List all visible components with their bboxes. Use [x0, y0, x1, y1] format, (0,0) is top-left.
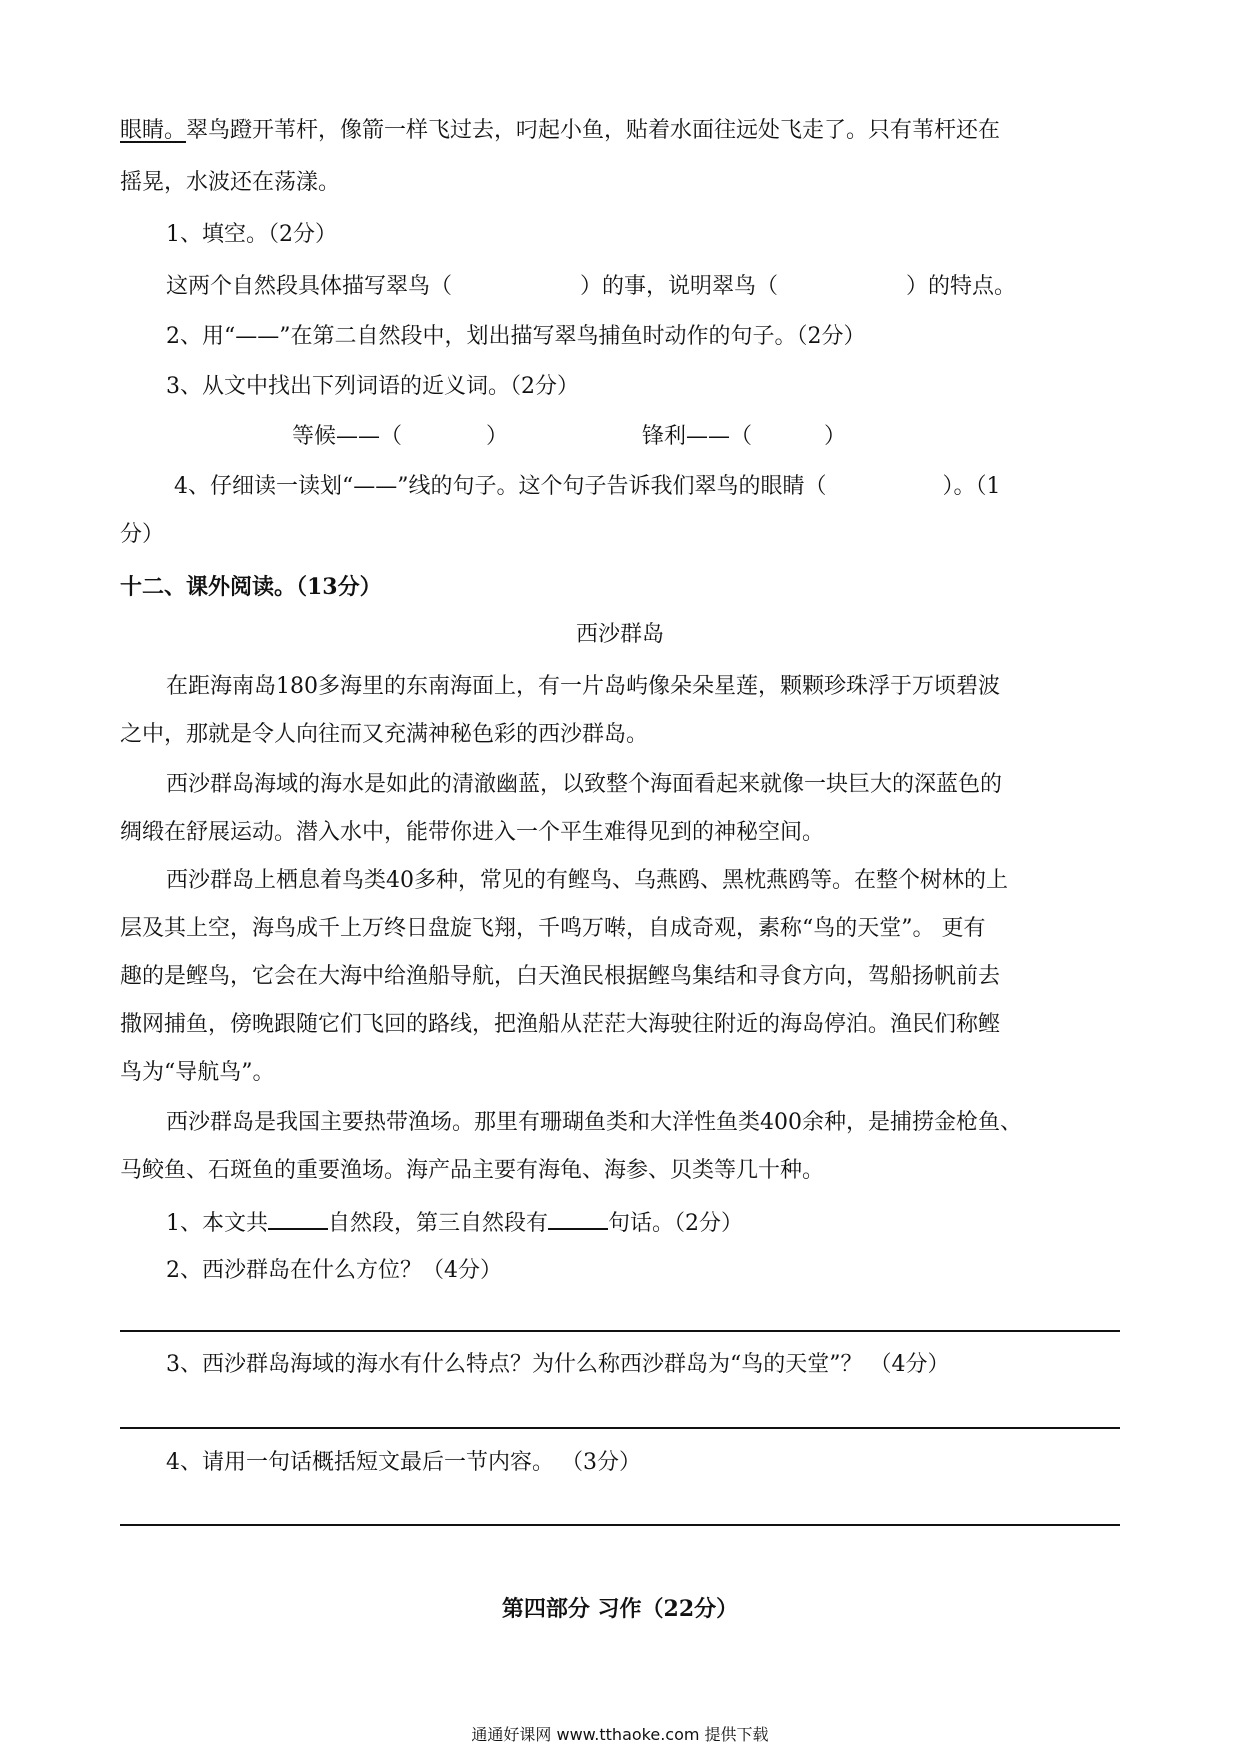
p3-line3: 趣的是鲣鸟，它会在大海中给渔船导航，白天渔民根据鲣鸟集结和寻食方向，驾船扬帆前去: [120, 964, 1001, 989]
q12-1-text-b: 自然段，第三自然段有: [328, 1211, 549, 1236]
q12-2: 2、西沙群岛在什么方位？（4分）: [166, 1258, 502, 1283]
q11-4-line1: [174, 472, 1001, 502]
q11-3-title: 3、从文中找出下列词语的近义词。（2分）: [166, 374, 579, 399]
footer-text: 通通好课网 www.tthaoke.com 提供下载: [471, 1725, 769, 1744]
q11-4-text-b: ）。（1: [942, 474, 1001, 499]
p4-line2: 马鲛鱼、石斑鱼的重要渔场。海产品主要有海龟、海参、贝类等几十种。: [120, 1158, 825, 1183]
q11-2: 2、用“——”在第二自然段中，划出描写翠鸟捕鱼时动作的句子。（2分）: [166, 324, 866, 349]
p1-line2: 之中，那就是令人向往而又充满神秘色彩的西沙群岛。: [120, 722, 649, 747]
q11-1-title: 1、填空。（2分）: [166, 222, 337, 247]
q11-1-text-c: ）的特点。: [906, 274, 1017, 299]
q11-3-word2: [642, 422, 846, 452]
q11-3-word1: [292, 422, 508, 452]
answer-line[interactable]: [120, 1427, 1120, 1429]
p2-line1: 西沙群岛海域的海水是如此的清澈幽蓝，以致整个海面看起来就像一块巨大的深蓝色的: [166, 772, 1003, 797]
passage-line-2: 摇晃，水波还在荡漾。: [120, 170, 341, 195]
passage-line-1: [120, 116, 1000, 146]
p3-line4: 撒网捕鱼，傍晚跟随它们飞回的路线，把渔船从茫茫大海驶往附近的海岛停泊。渔民们称鲣: [120, 1012, 1001, 1037]
passage-title: 西沙群岛: [575, 622, 664, 647]
q11-1-text-a: 这两个自然段具体描写翠鸟（: [166, 274, 453, 299]
p3-line5: 鸟为“导航鸟”。: [120, 1060, 275, 1085]
underlined-phrase: 眼睛。: [120, 118, 187, 143]
fill-blank[interactable]: [268, 1206, 328, 1230]
part4-heading: 第四部分 习作（22分）: [501, 1596, 739, 1622]
close-paren: ）: [486, 424, 509, 449]
p3-line1: 西沙群岛上栖息着鸟类40多种，常见的有鲣鸟、乌燕鸥、黑枕燕鸥等。在整个树林的上: [166, 868, 1008, 893]
q12-4: 4、请用一句话概括短文最后一节内容。 （3分）: [166, 1450, 641, 1475]
q12-1: [166, 1206, 743, 1239]
close-paren: ）: [824, 424, 847, 449]
q12-3: 3、西沙群岛海域的海水有什么特点？为什么称西沙群岛为“鸟的天堂”？ （4分）: [166, 1352, 950, 1377]
p2-line2: 绸缎在舒展运动。潜入水中，能带你进入一个平生难得见到的神秘空间。: [120, 820, 825, 845]
q11-4-line2: 分）: [120, 522, 165, 547]
q11-3-word2-text: 锋利——（: [642, 424, 753, 449]
fill-blank[interactable]: [548, 1206, 608, 1230]
p4-line1: 西沙群岛是我国主要热带渔场。那里有珊瑚鱼类和大洋性鱼类400余种，是捕捞金枪鱼、: [166, 1110, 1022, 1135]
passage-line-1-text: 翠鸟蹬开苇杆，像箭一样飞过去，叼起小鱼，贴着水面往远处飞走了。只有苇杆还在: [186, 118, 1001, 143]
p1-line1: 在距海南岛180多海里的东南海面上，有一片岛屿像朵朵星莲，颗颗珍珠浮于万顷碧波: [166, 674, 1000, 699]
q11-4-text-a: 4、仔细读一读划“——”线的句子。这个句子告诉我们翠鸟的眼睛（: [174, 474, 827, 499]
q11-1-text: [166, 272, 1016, 302]
answer-line[interactable]: [120, 1524, 1120, 1526]
section12-heading: 十二、课外阅读。（13分）: [120, 574, 382, 600]
q12-1-text-a: 1、本文共: [166, 1211, 268, 1236]
p3-line2: 层及其上空，海鸟成千上万终日盘旋飞翔，千鸣万啭，自成奇观，素称“鸟的天堂”。 更有: [120, 916, 986, 941]
q11-1-text-b: ）的事，说明翠鸟（: [580, 274, 779, 299]
q11-3-word1-text: 等候——（: [292, 424, 403, 449]
q12-1-text-c: 句话。（2分）: [608, 1211, 744, 1236]
answer-line[interactable]: [120, 1330, 1120, 1332]
